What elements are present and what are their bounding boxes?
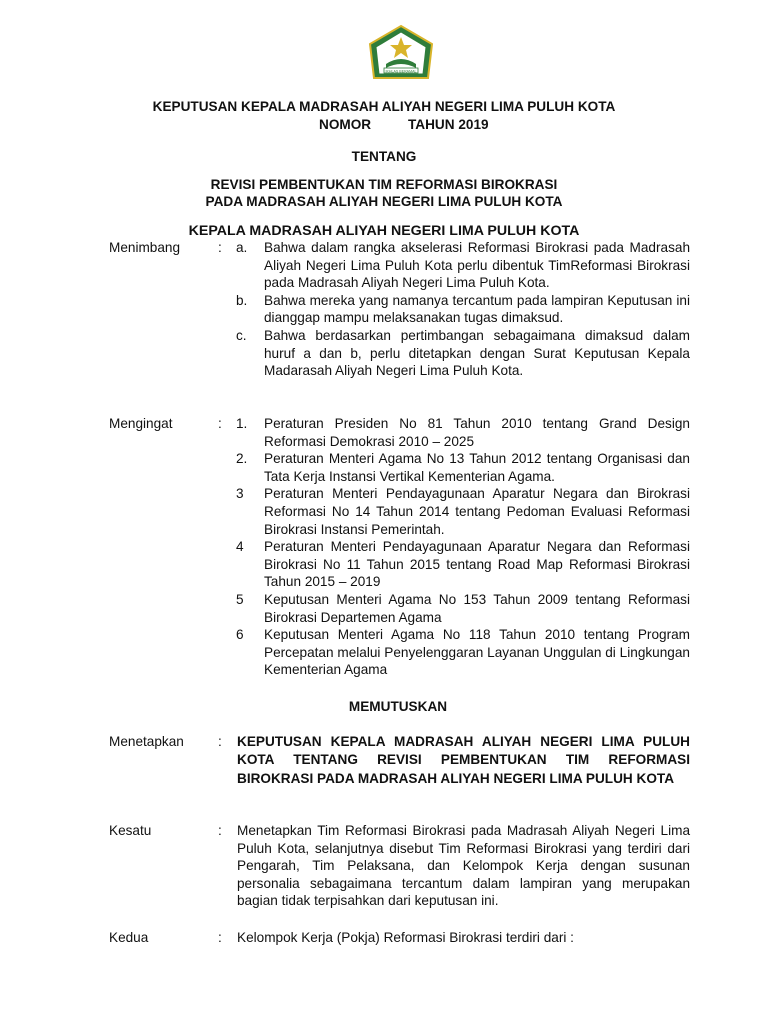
list-item: 4 Peraturan Menteri Pendayagunaan Aparatur Negara dan Reformasi Birokrasi No 11 Tahun 2015 tentang Road Map Reformasi Birokrasi Tahun 2015 – 2019 xyxy=(236,539,690,590)
kemenag-emblem-icon xyxy=(366,24,436,86)
kesatu-label: Kesatu xyxy=(109,823,152,838)
list-item: 2. Peraturan Menteri Agama No 13 Tahun 2012 tentang Organisasi dan Tata Kerja Instansi Vertikal Kementerian Agama. xyxy=(236,451,690,484)
kesatu-text: Menetapkan Tim Reformasi Birokrasi pada Madrasah Aliyah Negeri Lima Puluh Kota, selanjutnya disebut Tim Reformasi Birokrasi yang terdiri dari Pengarah, Tim Pelaksana, dan Kelompok Kerja dengan susunan personalia sebagaimana tercantum dalam lampiran yang merupakan bagian tidak terpisahkan dari keputusan ini. xyxy=(237,823,690,909)
colon: : xyxy=(218,930,222,945)
document-title: KEPUTUSAN KEPALA MADRASAH ALIYAH NEGERI LIMA PULUH KOTA xyxy=(152,99,616,114)
mengingat-label: Mengingat xyxy=(109,416,173,431)
kedua-label: Kedua xyxy=(109,930,149,945)
list-item: a. Bahwa dalam rangka akselerasi Reformasi Birokrasi pada Madrasah Aliyah Negeri Lima Puluh Kota perlu dibentuk TimReformasi Birokrasi pada Madrasah Aliyah Negeri Lima Puluh Kota. xyxy=(236,240,690,291)
colon: : xyxy=(218,734,222,749)
mengingat-list xyxy=(236,415,690,679)
colon: : xyxy=(218,823,222,838)
list-item: c. Bahwa berdasarkan pertimbangan sebagaimana dimaksud dalam huruf a dan b, perlu ditetapkan dengan Surat Keputusan Kepala Madarasah Aliyah Negeri Lima Puluh Kota. xyxy=(236,327,690,379)
official-title: KEPALA MADRASAH ALIYAH NEGERI LIMA PULUH KOTA xyxy=(188,223,580,239)
list-item: 1. Peraturan Presiden No 81 Tahun 2010 tentang Grand Design Reformasi Demokrasi 2010 – 2025 xyxy=(236,416,690,449)
colon: : xyxy=(218,240,222,255)
menetapkan-text: KEPUTUSAN KEPALA MADRASAH ALIYAH NEGERI LIMA PULUH KOTA TENTANG REVISI PEMBENTUKAN TIM REFORMASI BIROKRASI PADA MADRASAH ALIYAH NEGERI LIMA PULUH KOTA xyxy=(237,734,690,786)
subject-line-1: REVISI PEMBENTUKAN TIM REFORMASI BIROKRASI xyxy=(210,177,558,192)
kedua-text: Kelompok Kerja (Pokja) Reformasi Birokrasi terdiri dari : xyxy=(237,930,574,945)
list-item: 3 Peraturan Menteri Pendayagunaan Aparatur Negara dan Birokrasi Reformasi No 14 Tahun 2014 tentang Pedoman Evaluasi Reformasi Birokrasi Instansi Pemerintah. xyxy=(236,486,690,537)
list-item: 5 Keputusan Menteri Agama No 153 Tahun 2009 tentang Reformasi Birokrasi Departemen Agama xyxy=(236,591,690,625)
colon: : xyxy=(218,416,222,431)
list-item: 6 Keputusan Menteri Agama No 118 Tahun 2010 tentang Program Percepatan melalui Penyelenggaran Layanan Unggulan di Lingkungan Kementerian Agama xyxy=(236,627,690,678)
tentang-heading: TENTANG xyxy=(351,149,417,164)
memutuskan-heading: MEMUTUSKAN xyxy=(348,699,448,714)
logo-caption: IKHLAS BERAMAL xyxy=(385,69,417,74)
menimbang-label: Menimbang xyxy=(109,240,181,255)
menetapkan-label: Menetapkan xyxy=(109,734,184,749)
subject-line-2: PADA MADRASAH ALIYAH NEGERI LIMA PULUH KOTA xyxy=(205,194,563,209)
tahun-label: TAHUN 2019 xyxy=(408,117,489,132)
nomor-label: NOMOR xyxy=(319,117,372,132)
list-item: b. Bahwa mereka yang namanya tercantum pada lampiran Keputusan ini dianggap mampu melaksanakan tugas dimaksud. xyxy=(236,292,690,326)
menimbang-list xyxy=(236,239,690,380)
